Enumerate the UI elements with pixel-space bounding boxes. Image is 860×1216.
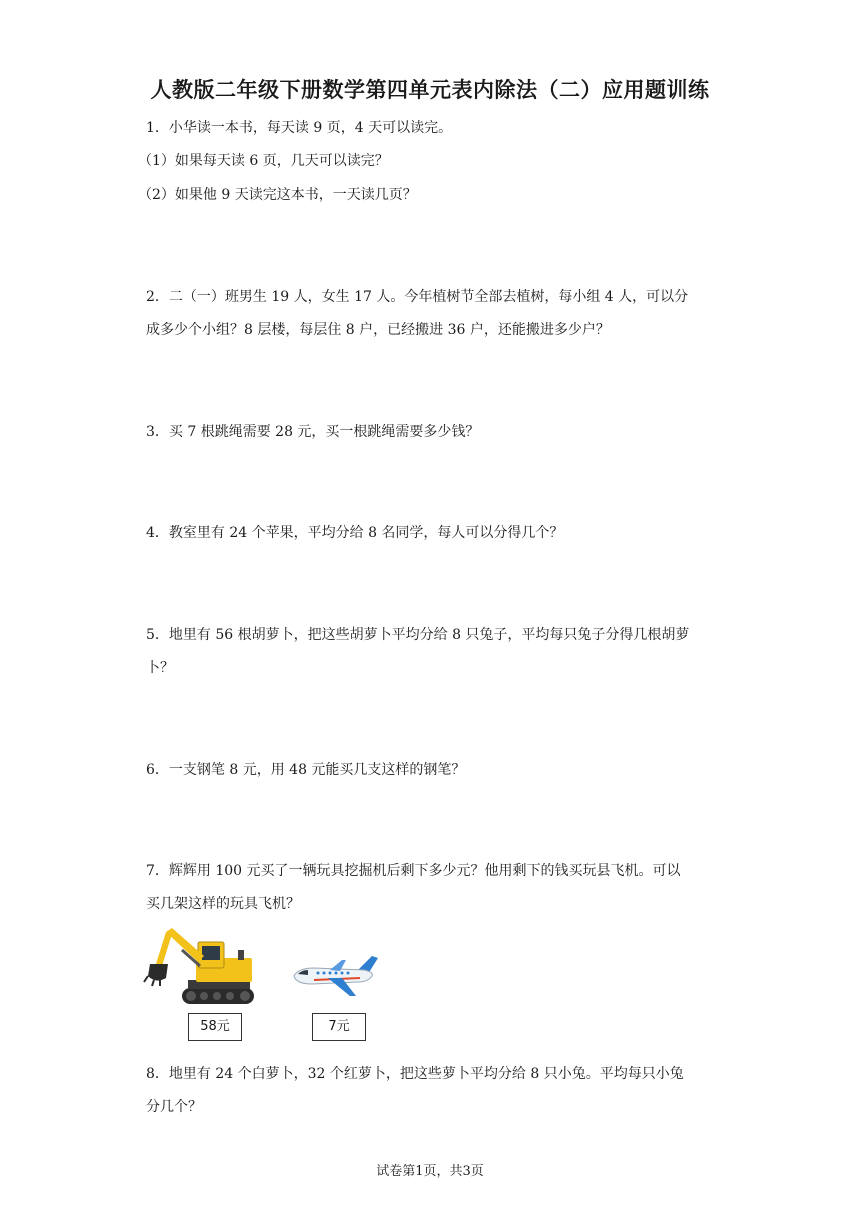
page-title: 人教版二年级下册数学第四单元表内除法（二）应用题训练	[150, 78, 710, 102]
question-1-stem: 1．小华读一本书，每天读 9 页，4 天可以读完。	[146, 120, 453, 136]
question-4-text: 4．教室里有 24 个苹果，平均分给 8 名同学，每人可以分得几个？	[146, 525, 564, 541]
question-5-line-1: 5．地里有 56 根胡萝卜，把这些胡萝卜平均分给 8 只兔子，平均每只兔子分得几根胡萝	[146, 627, 690, 643]
question-2-line-2: 成多少个小组？8 层楼，每层住 8 户，已经搬进 36 户，还能搬进多少户？	[146, 322, 610, 338]
question-7-line-2: 买几架这样的玩具飞机？	[146, 896, 300, 912]
question-5-line-2: 卜？	[146, 660, 174, 676]
question-8-line-1: 8．地里有 24 个白萝卜，32 个红萝卜，把这些萝卜平均分给 8 只小兔。平均每只小兔	[146, 1066, 684, 1082]
airplane-illustration	[288, 954, 380, 1000]
excavator-price-box: 58元	[188, 1013, 242, 1041]
question-1-sub-2: （2）如果他 9 天读完这本书，一天读几页？	[138, 187, 417, 203]
excavator-illustration	[142, 928, 260, 1008]
question-1-sub-1: （1）如果每天读 6 页，几天可以读完？	[138, 153, 389, 169]
question-6-text: 6．一支钢笔 8 元，用 48 元能买几支这样的钢笔？	[146, 762, 466, 778]
question-2-line-1: 2．二（一）班男生 19 人，女生 17 人。今年植树节全部去植树，每小组 4 人，可以分	[146, 289, 689, 305]
page-footer: 试卷第1页，共3页	[376, 1164, 484, 1179]
question-8-line-2: 分几个？	[146, 1099, 202, 1115]
airplane-price-box: 7元	[312, 1013, 366, 1041]
question-3-text: 3．买 7 根跳绳需要 28 元，买一根跳绳需要多少钱？	[146, 424, 480, 440]
question-7-line-1: 7．辉辉用 100 元买了一辆玩具挖掘机后剩下多少元？他用剩下的钱买玩县飞机。可以	[146, 863, 681, 879]
